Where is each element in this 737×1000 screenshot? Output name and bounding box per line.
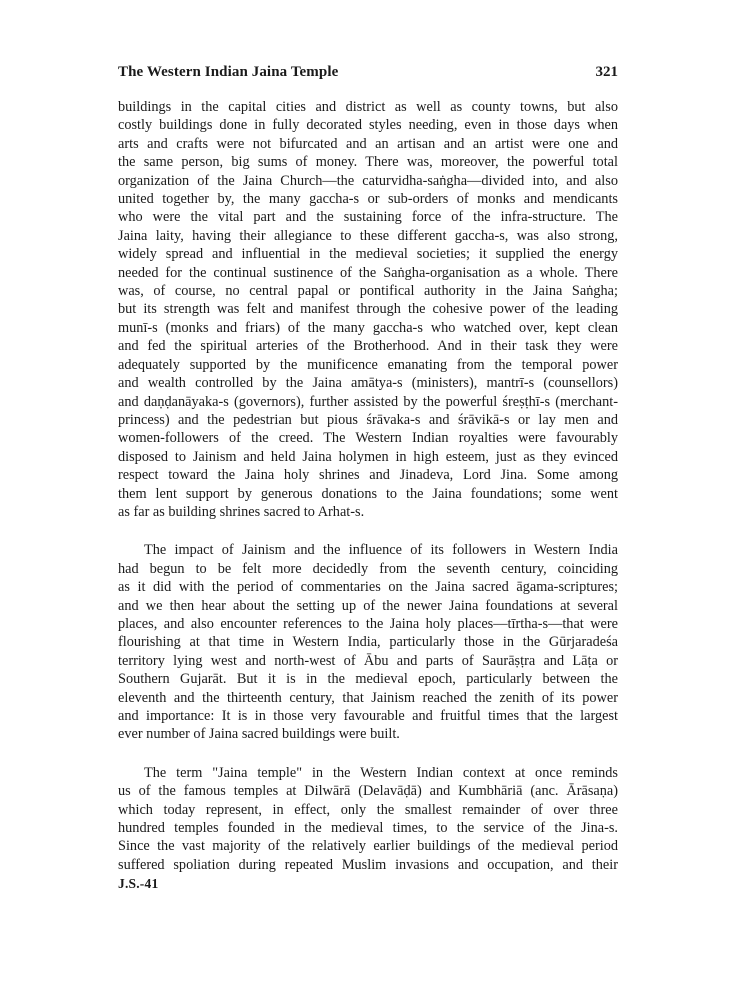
text-line: eleventh and the thirteenth century, that Jainism reached the zenith of its power: [118, 689, 618, 706]
text-line: the same person, big sums of money. There was, moreover, the powerful total: [118, 154, 618, 171]
text-line: women-followers of the creed. The Western Indian royalties were favourably: [118, 430, 618, 447]
text-line: which today represent, in effect, only the smallest remainder of over three: [118, 801, 618, 818]
text-line: and importance: It is in those very favourable and fruitful times that the largest: [118, 708, 618, 724]
text-line: was, of course, no central papal or pontifical authority in the Jaina Saṅgha;: [118, 283, 618, 300]
text-line: munī-s (monks and friars) of the many gaccha-s who watched over, kept clean: [118, 319, 618, 336]
text-line: ever number of Jaina sacred buildings were built.: [118, 726, 400, 743]
text-line: and daṇḍanāyaka-s (governors), further assisted by the powerful śreṣṭhī-s (merchant-: [118, 393, 618, 410]
text-line: as it did with the period of commentaries on the Jaina sacred āgama-scriptures;: [118, 579, 618, 596]
text-line: The term "Jaina temple" in the Western Indian context at once reminds: [144, 764, 618, 781]
text-line: but its strength was felt and manifest through the cohesive power of the leading: [118, 301, 618, 318]
text-line: princess) and the pedestrian but pious śrāvaka-s and śrāvikā-s or lay men and: [118, 411, 618, 428]
text-line: Southern Gujarāt. But it is in the medieval epoch, particularly between the: [118, 671, 618, 688]
text-line: buildings in the capital cities and district as well as county towns, but also: [118, 99, 618, 115]
text-line: hundred temples founded in the medieval times, to the service of the Jina-s.: [118, 820, 618, 837]
signature-mark: J.S.-41: [118, 876, 159, 892]
text-line: united together by, the many gaccha-s or sub-orders of monks and mendicants: [118, 191, 618, 208]
document-page: [118, 64, 618, 892]
text-line: Jaina laity, having their allegiance to these different gaccha-s, was also strong,: [118, 227, 618, 244]
text-line: respect toward the Jaina holy shrines and Jinadeva, Lord Jina. Some among: [118, 467, 618, 484]
text-line: Since the vast majority of the relatively earlier buildings of the medieval period: [118, 838, 618, 855]
text-line: needed for the continual sustinence of the Saṅgha-organisation as a whole. There: [118, 264, 618, 281]
text-line: flourishing at that time in Western India, particularly those in the Gūrjaradeśa: [118, 634, 618, 651]
text-line: suffered spoliation during repeated Muslim invasions and occupation, and their: [118, 856, 618, 873]
running-title: The Western Indian Jaina Temple: [118, 64, 339, 80]
text-line: who were the vital part and the sustaining force of the infra-structure. The: [118, 209, 618, 226]
text-line: them lent support by generous donations to the Jaina foundations; some went: [118, 485, 618, 502]
text-line: arts and crafts were not bifurcated and an artisan and an artist were one and: [118, 135, 618, 152]
text-line: territory lying west and north-west of Ābu and parts of Saurāṣṭra and Lāṭa or: [118, 652, 618, 669]
text-line: organization of the Jaina Church—the caturvidha-saṅgha—divided into, and also: [118, 172, 618, 189]
text-line: us of the famous temples at Dilwārā (Delavāḍā) and Kumbhāriā (anc. Ārāsaṇa): [118, 783, 618, 800]
text-line: costly buildings done in fully decorated styles needing, even in those days when: [118, 117, 618, 134]
paragraph-2: [118, 541, 618, 743]
text-line: and we then hear about the setting up of the newer Jaina foundations at several: [118, 597, 618, 614]
page-number: 321: [595, 64, 618, 80]
text-line: places, and also encounter references to the Jaina holy places—tīrtha-s—that were: [118, 615, 618, 632]
text-line: disposed to Jainism and held Jaina holymen in high esteem, just as they evinced: [118, 448, 618, 465]
text-line: adequately supported by the munificence emanating from the temporal power: [118, 356, 618, 373]
text-line: The impact of Jainism and the influence of its followers in Western India: [144, 542, 618, 559]
text-line: as far as building shrines sacred to Arhat-s.: [118, 503, 365, 520]
text-line: and fed the spiritual arteries of the Brotherhood. And in their task they were: [118, 338, 618, 355]
paragraph-3: [118, 764, 618, 874]
paragraph-1: [118, 98, 618, 521]
text-line: had begun to be felt more decidedly from the seventh century, coinciding: [118, 560, 618, 577]
text-line: and wealth controlled by the Jaina amātya-s (ministers), mantrī-s (counsellors): [118, 375, 618, 392]
page-header: [118, 64, 618, 86]
text-line: widely spread and influential in the medieval societies; it supplied the energy: [118, 246, 618, 263]
